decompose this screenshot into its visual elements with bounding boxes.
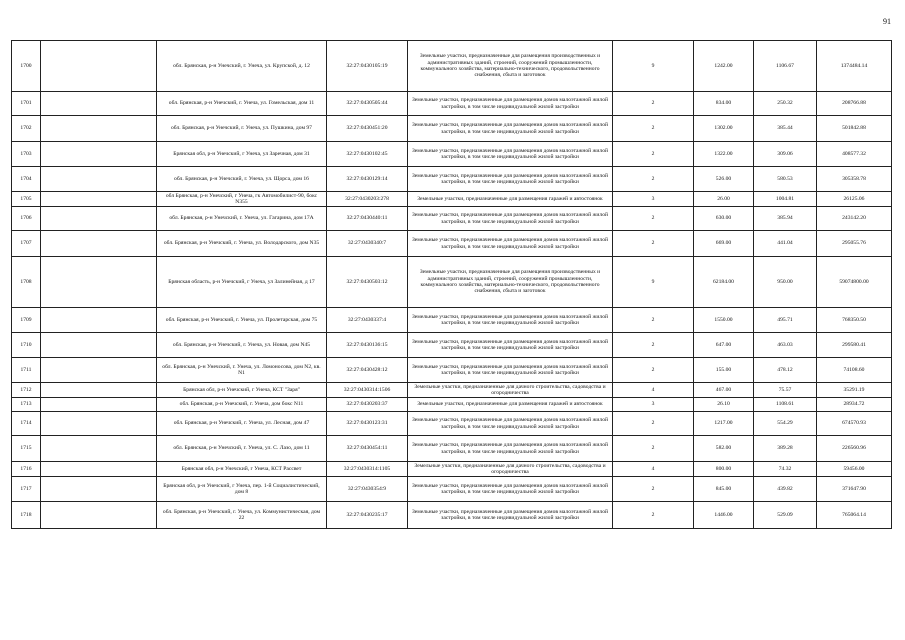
row-number: 1715 xyxy=(12,436,41,462)
total-cost-cell: 768350.50 xyxy=(817,308,892,333)
cadastral-number-cell: 32:27:0430102:45 xyxy=(327,142,408,167)
total-cost-cell: 59074800.00 xyxy=(817,257,892,308)
land-use-cell: Земельные участки, предназначенные для размещения домов малоэтажной жилой застройки, в том числе индивидуальной жилой застройки xyxy=(408,358,613,383)
use-group-cell: 2 xyxy=(613,167,694,192)
area-cell: 155.00 xyxy=(694,358,754,383)
total-cost-cell: 243142.20 xyxy=(817,207,892,231)
area-cell: 647.00 xyxy=(694,333,754,358)
unit-cost-cell: 385.44 xyxy=(754,116,817,142)
land-use-cell: Земельные участки, предназначенные для размещения домов малоэтажной жилой застройки, в том числе индивидуальной жилой застройки xyxy=(408,436,613,462)
blank-cell xyxy=(41,358,157,383)
row-number: 1716 xyxy=(12,462,41,477)
unit-cost-cell: 478.12 xyxy=(754,358,817,383)
table-row xyxy=(12,92,892,116)
table-row xyxy=(12,116,892,142)
area-cell: 1242.00 xyxy=(694,41,754,92)
cadastral-number-cell: 32:27:0430129:14 xyxy=(327,167,408,192)
address-cell: обл. Брянская, р-н Унечский, г. Унеча, ул. Новая, дом N45 xyxy=(157,333,327,358)
total-cost-cell: 59456.00 xyxy=(817,462,892,477)
address-cell: обл. Брянская, р-н Унечский, г. Унеча, ул. Володарского, дом N35 xyxy=(157,231,327,257)
table-row xyxy=(12,477,892,502)
blank-cell xyxy=(41,308,157,333)
unit-cost-cell: 439.82 xyxy=(754,477,817,502)
use-group-cell: 2 xyxy=(613,116,694,142)
area-cell: 1446.00 xyxy=(694,502,754,529)
use-group-cell: 2 xyxy=(613,92,694,116)
table-row xyxy=(12,308,892,333)
blank-cell xyxy=(41,207,157,231)
area-cell: 669.00 xyxy=(694,231,754,257)
unit-cost-cell: 1106.67 xyxy=(754,41,817,92)
use-group-cell: 2 xyxy=(613,502,694,529)
row-number: 1709 xyxy=(12,308,41,333)
total-cost-cell: 226560.96 xyxy=(817,436,892,462)
total-cost-cell: 408577.32 xyxy=(817,142,892,167)
total-cost-cell: 208766.88 xyxy=(817,92,892,116)
use-group-cell: 2 xyxy=(613,412,694,436)
total-cost-cell: 1374484.14 xyxy=(817,41,892,92)
use-group-cell: 2 xyxy=(613,142,694,167)
land-use-cell: Земельные участки, предназначенные для размещения домов малоэтажной жилой застройки, в том числе индивидуальной жилой застройки xyxy=(408,167,613,192)
row-number: 1705 xyxy=(12,192,41,207)
total-cost-cell: 305358.78 xyxy=(817,167,892,192)
cadastral-number-cell: 32:27:0430105:19 xyxy=(327,41,408,92)
blank-cell xyxy=(41,142,157,167)
land-use-cell: Земельные участки, предназначенные для размещения домов малоэтажной жилой застройки, в том числе индивидуальной жилой застройки xyxy=(408,333,613,358)
total-cost-cell: 26125.06 xyxy=(817,192,892,207)
cadastral-number-cell: 32:27:0430314:1506 xyxy=(327,383,408,398)
land-use-cell: Земельные участки, предназначенные для размещения домов малоэтажной жилой застройки, в том числе индивидуальной жилой застройки xyxy=(408,142,613,167)
cadastral-number-cell: 32:27:0430454:11 xyxy=(327,436,408,462)
unit-cost-cell: 529.09 xyxy=(754,502,817,529)
address-cell: обл. Брянская, р-н Унечский, г. Унеча, ул. Гомельская, дом 11 xyxy=(157,92,327,116)
table-row xyxy=(12,358,892,383)
address-cell: обл. Брянская, р-н Унечский, г. Унеча, ул. С. Лазо, дом 11 xyxy=(157,436,327,462)
total-cost-cell: 501842.88 xyxy=(817,116,892,142)
land-use-cell: Земельные участки, предназначенные для размещения производственных и административных зданий, строений, сооружений промышленности, коммунального хозяйства, материально-технического, продовольственного снабжения, сбыта и заготовок xyxy=(408,41,613,92)
cadastral-number-cell: 32:27:0430203:278 xyxy=(327,192,408,207)
table-row xyxy=(12,257,892,308)
blank-cell xyxy=(41,41,157,92)
address-cell: Брянская обл, р-н Унечский, г Унеча, КСТ "Заря" xyxy=(157,383,327,398)
unit-cost-cell: 309.06 xyxy=(754,142,817,167)
use-group-cell: 2 xyxy=(613,231,694,257)
land-use-cell: Земельные участки, предназначенные для дачного строительства, садоводства и огородничества xyxy=(408,383,613,398)
use-group-cell: 2 xyxy=(613,207,694,231)
land-use-cell: Земельные участки, предназначенные для размещения гаражей и автостоянок xyxy=(408,192,613,207)
cadastral-number-cell: 32:27:0430203:37 xyxy=(327,398,408,412)
land-use-cell: Земельные участки, предназначенные для размещения домов малоэтажной жилой застройки, в том числе индивидуальной жилой застройки xyxy=(408,477,613,502)
unit-cost-cell: 389.28 xyxy=(754,436,817,462)
land-use-cell: Земельные участки, предназначенные для размещения домов малоэтажной жилой застройки, в том числе индивидуальной жилой застройки xyxy=(408,412,613,436)
unit-cost-cell: 74.32 xyxy=(754,462,817,477)
blank-cell xyxy=(41,257,157,308)
row-number: 1711 xyxy=(12,358,41,383)
address-cell: Брянская обл, р-н Унечский, г Унеча, ул Заречная, дом 31 xyxy=(157,142,327,167)
unit-cost-cell: 1108.61 xyxy=(754,398,817,412)
land-use-cell: Земельные участки, предназначенные для размещения домов малоэтажной жилой застройки, в том числе индивидуальной жилой застройки xyxy=(408,207,613,231)
land-use-cell: Земельные участки, предназначенные для размещения домов малоэтажной жилой застройки, в том числе индивидуальной жилой застройки xyxy=(408,308,613,333)
use-group-cell: 9 xyxy=(613,257,694,308)
address-cell: обл. Брянская, р-н Унечский, г. Унеча, ул. Гагарина, дом 17А xyxy=(157,207,327,231)
table-row xyxy=(12,192,892,207)
cadastral-number-cell: 32:27:0430505:44 xyxy=(327,92,408,116)
area-cell: 26.00 xyxy=(694,192,754,207)
blank-cell xyxy=(41,92,157,116)
area-cell: 26.10 xyxy=(694,398,754,412)
cadastral-number-cell: 32:27:0430503:12 xyxy=(327,257,408,308)
land-valuation-table xyxy=(11,40,892,529)
table-row xyxy=(12,333,892,358)
area-cell: 526.00 xyxy=(694,167,754,192)
blank-cell xyxy=(41,398,157,412)
area-cell: 630.00 xyxy=(694,207,754,231)
row-number: 1704 xyxy=(12,167,41,192)
cadastral-number-cell: 32:27:0430354:9 xyxy=(327,477,408,502)
cadastral-number-cell: 32:27:0430123:31 xyxy=(327,412,408,436)
use-group-cell: 2 xyxy=(613,358,694,383)
blank-cell xyxy=(41,502,157,529)
table-row xyxy=(12,412,892,436)
unit-cost-cell: 463.03 xyxy=(754,333,817,358)
total-cost-cell: 295055.76 xyxy=(817,231,892,257)
row-number: 1718 xyxy=(12,502,41,529)
address-cell: Брянская обл, р-н Унечский, г Унеча, КСТ Рассвет xyxy=(157,462,327,477)
cadastral-number-cell: 32:27:0430428:12 xyxy=(327,358,408,383)
address-cell: обл. Брянская, р-н Унечский, г. Унеча, дом бокс N11 xyxy=(157,398,327,412)
blank-cell xyxy=(41,116,157,142)
area-cell: 582.00 xyxy=(694,436,754,462)
row-number: 1712 xyxy=(12,383,41,398)
row-number: 1710 xyxy=(12,333,41,358)
cadastral-number-cell: 32:27:0430440:11 xyxy=(327,207,408,231)
table-row xyxy=(12,142,892,167)
row-number: 1703 xyxy=(12,142,41,167)
area-cell: 1550.00 xyxy=(694,308,754,333)
use-group-cell: 2 xyxy=(613,477,694,502)
blank-cell xyxy=(41,477,157,502)
area-cell: 62184.00 xyxy=(694,257,754,308)
address-cell: обл. Брянская, р-н Унечский, г. Унеча, ул. Крупской, д. 12 xyxy=(157,41,327,92)
use-group-cell: 3 xyxy=(613,398,694,412)
table-row xyxy=(12,167,892,192)
page-number: 91 xyxy=(883,17,891,26)
unit-cost-cell: 385.94 xyxy=(754,207,817,231)
table-row xyxy=(12,502,892,529)
unit-cost-cell: 75.57 xyxy=(754,383,817,398)
total-cost-cell: 299580.41 xyxy=(817,333,892,358)
row-number: 1717 xyxy=(12,477,41,502)
unit-cost-cell: 950.00 xyxy=(754,257,817,308)
table-row xyxy=(12,207,892,231)
blank-cell xyxy=(41,383,157,398)
table-body xyxy=(12,41,892,529)
address-cell: обл. Брянская, р-н Унечский, г. Унеча, ул. Щорса, дом 16 xyxy=(157,167,327,192)
total-cost-cell: 371647.90 xyxy=(817,477,892,502)
blank-cell xyxy=(41,436,157,462)
area-cell: 1217.00 xyxy=(694,412,754,436)
row-number: 1700 xyxy=(12,41,41,92)
use-group-cell: 4 xyxy=(613,462,694,477)
unit-cost-cell: 580.53 xyxy=(754,167,817,192)
total-cost-cell: 74108.60 xyxy=(817,358,892,383)
blank-cell xyxy=(41,167,157,192)
row-number: 1702 xyxy=(12,116,41,142)
land-use-cell: Земельные участки, предназначенные для размещения домов малоэтажной жилой застройки, в том числе индивидуальной жилой застройки xyxy=(408,231,613,257)
cadastral-number-cell: 32:27:0430235:17 xyxy=(327,502,408,529)
land-use-cell: Земельные участки, предназначенные для размещения домов малоэтажной жилой застройки, в том числе индивидуальной жилой застройки xyxy=(408,116,613,142)
table-row xyxy=(12,383,892,398)
unit-cost-cell: 441.04 xyxy=(754,231,817,257)
row-number: 1707 xyxy=(12,231,41,257)
area-cell: 834.00 xyxy=(694,92,754,116)
use-group-cell: 9 xyxy=(613,41,694,92)
land-use-cell: Земельные участки, предназначенные для размещения домов малоэтажной жилой застройки, в том числе индивидуальной жилой застройки xyxy=(408,502,613,529)
area-cell: 845.00 xyxy=(694,477,754,502)
unit-cost-cell: 495.71 xyxy=(754,308,817,333)
table-row xyxy=(12,398,892,412)
unit-cost-cell: 1004.81 xyxy=(754,192,817,207)
table-row xyxy=(12,41,892,92)
land-use-cell: Земельные участки, предназначенные для размещения производственных и административных зданий, строений, сооружений промышленности, коммунального хозяйства, материально-технического, продовольственного снабжения, сбыта и заготовок xyxy=(408,257,613,308)
table-row xyxy=(12,231,892,257)
address-cell: обл. Брянская, р-н Унечский, г. Унеча, ул. Пушкина, дом 97 xyxy=(157,116,327,142)
table-row xyxy=(12,462,892,477)
use-group-cell: 2 xyxy=(613,333,694,358)
cadastral-number-cell: 32:27:0430340:7 xyxy=(327,231,408,257)
address-cell: Брянская обл, р-н Унечский, г Унеча, пер. 1-й Социалистический, дом 8 xyxy=(157,477,327,502)
area-cell: 467.00 xyxy=(694,383,754,398)
total-cost-cell: 765064.14 xyxy=(817,502,892,529)
blank-cell xyxy=(41,462,157,477)
cadastral-number-cell: 32:27:0430314:1105 xyxy=(327,462,408,477)
row-number: 1714 xyxy=(12,412,41,436)
address-cell: обл. Брянская, р-н Унечский, г. Унеча, ул. Ломоносова, дом N2, кв. N1 xyxy=(157,358,327,383)
address-cell: обл. Брянская, р-н Унечский, г. Унеча, ул. Лесная, дом 47 xyxy=(157,412,327,436)
use-group-cell: 3 xyxy=(613,192,694,207)
blank-cell xyxy=(41,231,157,257)
land-use-cell: Земельные участки, предназначенные для размещения домов малоэтажной жилой застройки, в том числе индивидуальной жилой застройки xyxy=(408,92,613,116)
blank-cell xyxy=(41,333,157,358)
row-number: 1708 xyxy=(12,257,41,308)
address-cell: Брянская область, р-н Унечский, г Унеча, ул Залинейная, д 17 xyxy=(157,257,327,308)
land-use-cell: Земельные участки, предназначенные для дачного строительства, садоводства и огородничества xyxy=(408,462,613,477)
area-cell: 1302.00 xyxy=(694,116,754,142)
cadastral-number-cell: 32:27:0430337:4 xyxy=(327,308,408,333)
use-group-cell: 2 xyxy=(613,436,694,462)
table-row xyxy=(12,436,892,462)
blank-cell xyxy=(41,192,157,207)
row-number: 1701 xyxy=(12,92,41,116)
cadastral-number-cell: 32:27:0430451:20 xyxy=(327,116,408,142)
unit-cost-cell: 250.32 xyxy=(754,92,817,116)
area-cell: 1322.00 xyxy=(694,142,754,167)
total-cost-cell: 674570.93 xyxy=(817,412,892,436)
row-number: 1713 xyxy=(12,398,41,412)
total-cost-cell: 35291.19 xyxy=(817,383,892,398)
cadastral-number-cell: 32:27:0430136:15 xyxy=(327,333,408,358)
unit-cost-cell: 554.29 xyxy=(754,412,817,436)
row-number: 1706 xyxy=(12,207,41,231)
use-group-cell: 4 xyxy=(613,383,694,398)
land-use-cell: Земельные участки, предназначенные для размещения гаражей и автостоянок xyxy=(408,398,613,412)
address-cell: обл. Брянская, р-н Унечский, г. Унеча, ул. Пролетарская, дом 75 xyxy=(157,308,327,333)
blank-cell xyxy=(41,412,157,436)
address-cell: обл. Брянская, р-н Унечский, г. Унеча, ул. Коммунистическая, дом 22 xyxy=(157,502,327,529)
total-cost-cell: 28934.72 xyxy=(817,398,892,412)
use-group-cell: 2 xyxy=(613,308,694,333)
area-cell: 800.00 xyxy=(694,462,754,477)
address-cell: обл Брянская, р-н Унечский, г Унеча, гк Автомобилист-90, бокс N355 xyxy=(157,192,327,207)
